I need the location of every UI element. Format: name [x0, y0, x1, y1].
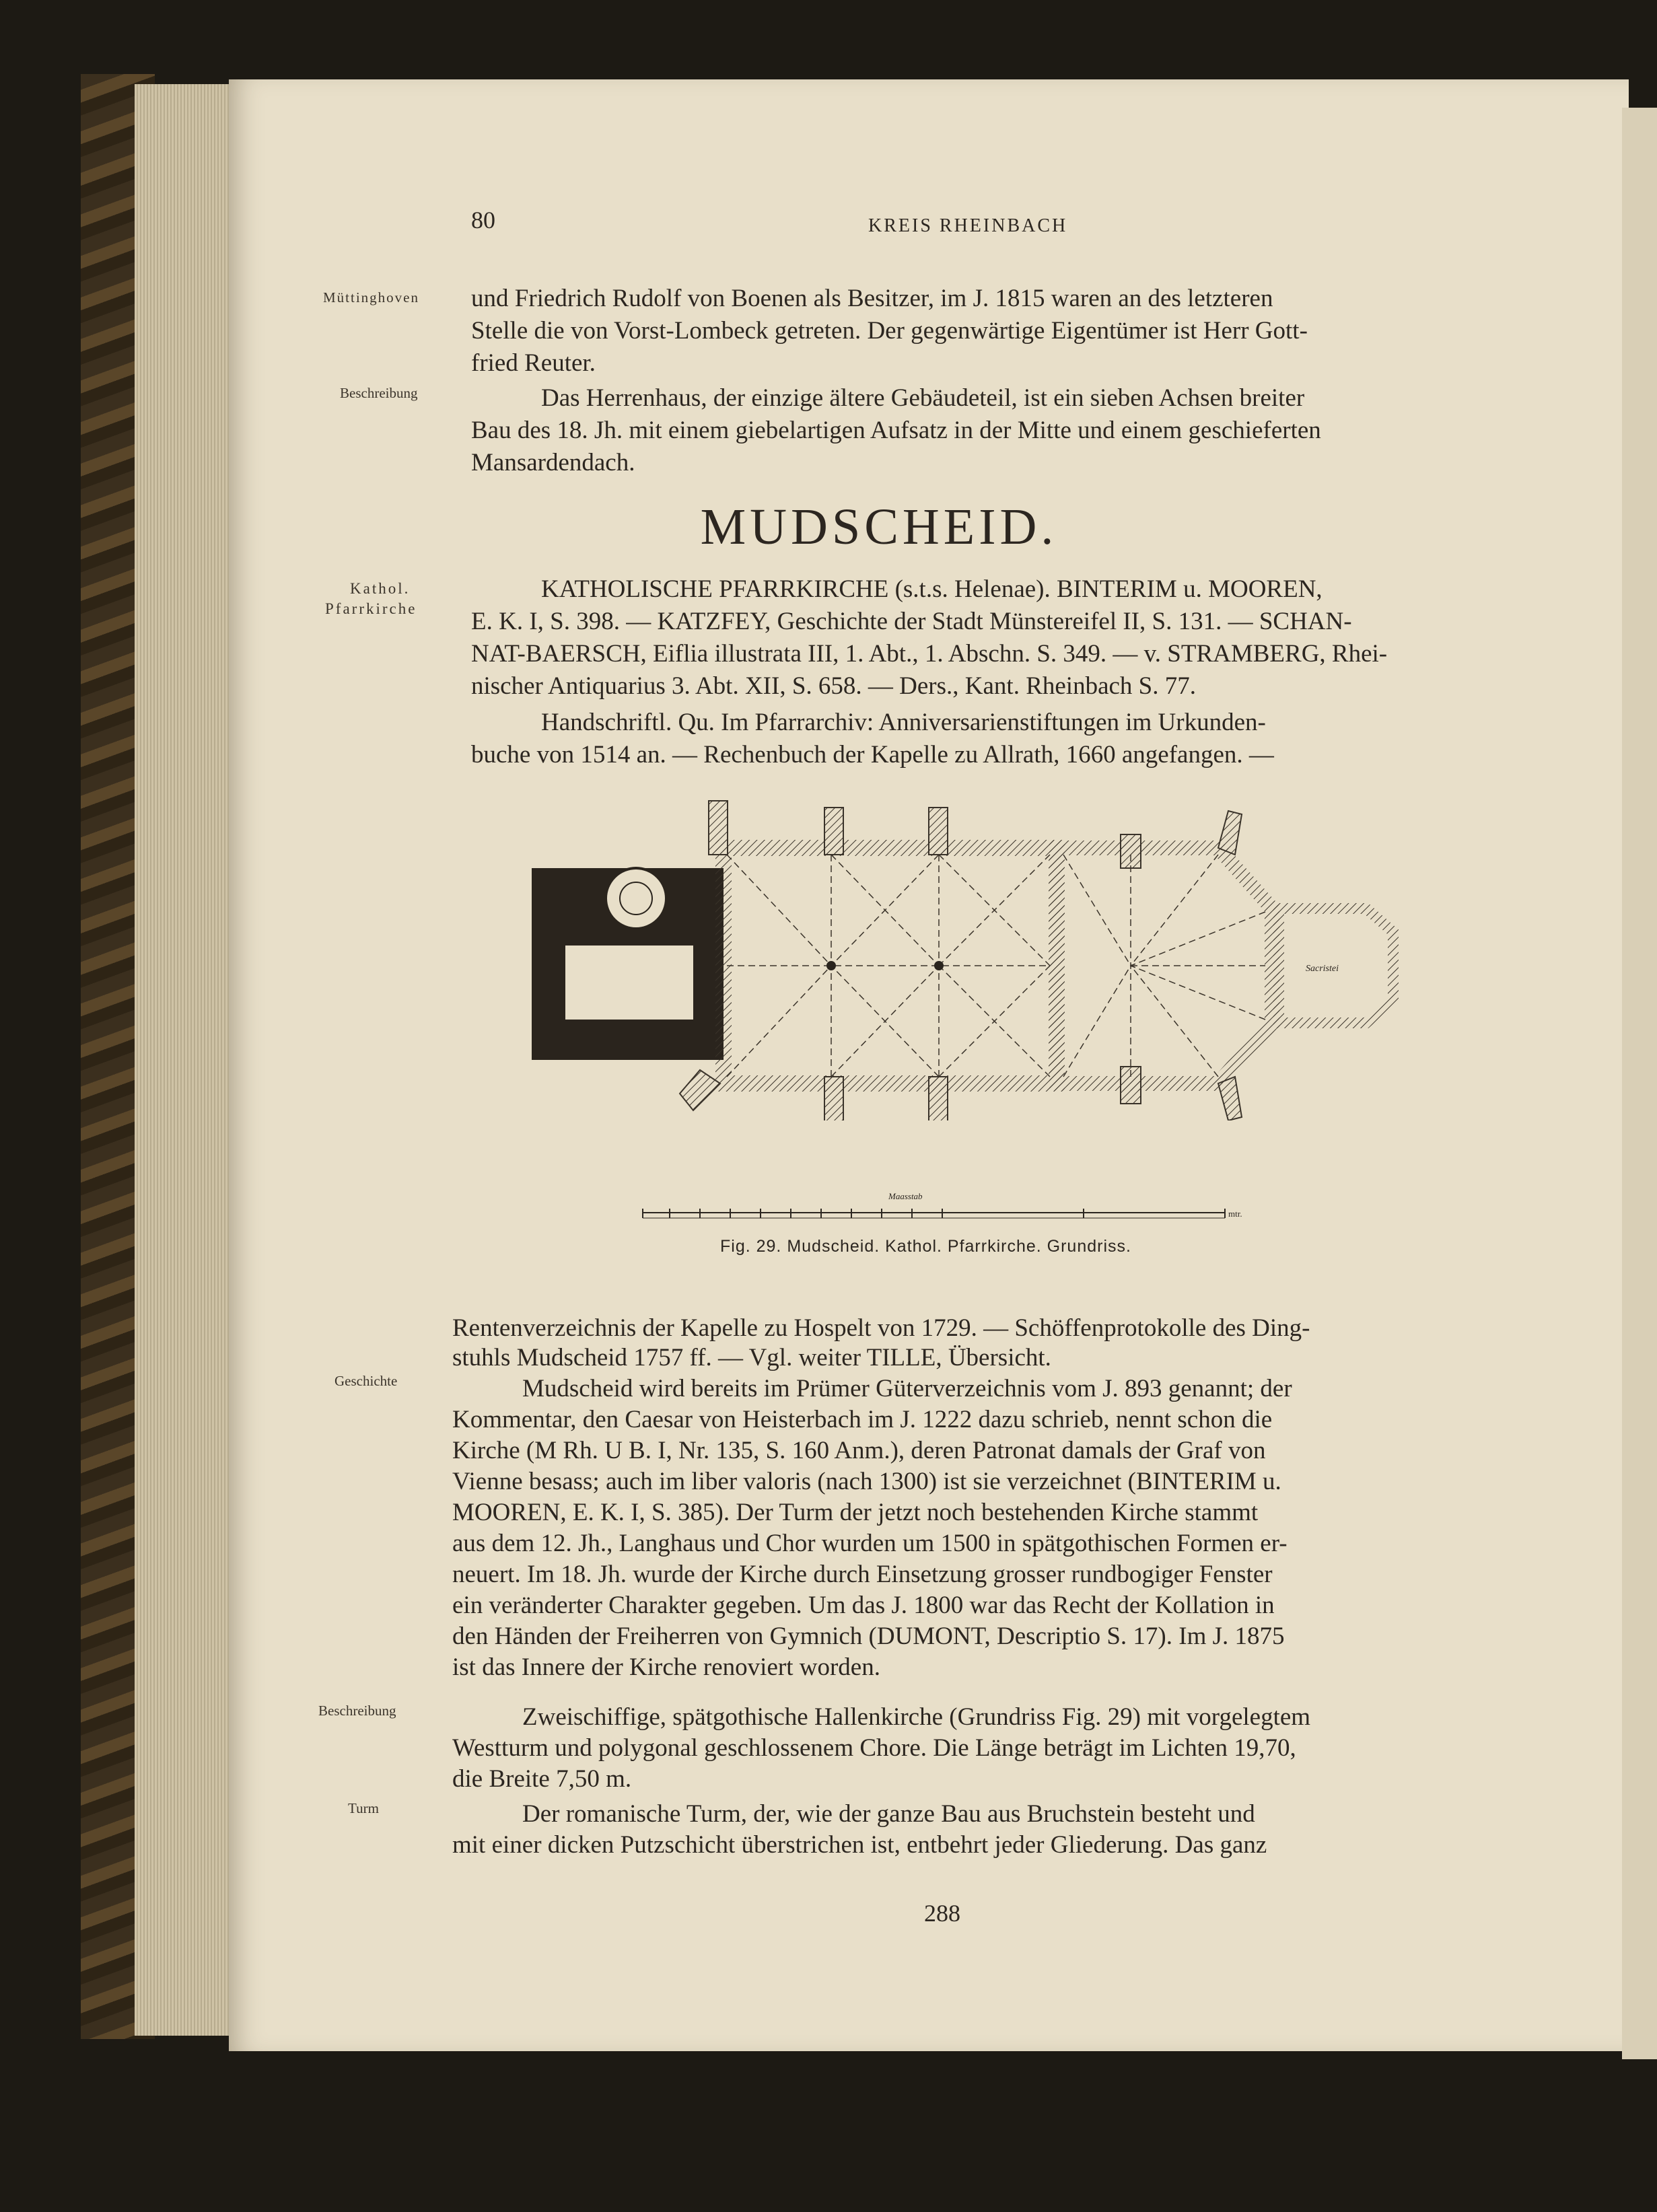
- text-line: Mudscheid wird bereits im Prümer Güterverzeichnis vom J. 893 genannt; der: [522, 1375, 1292, 1402]
- text-line: Handschriftl. Qu. Im Pfarrarchiv: Anniversarienstiftungen im Urkunden-: [541, 709, 1266, 736]
- text-line: nischer Antiquarius 3. Abt. XII, S. 658. — Ders., Kant. Rheinbach S. 77.: [471, 672, 1196, 700]
- margin-note-beschreibung: Beschreibung: [340, 385, 418, 401]
- page-number-bottom: 288: [924, 1900, 960, 1927]
- text-line: NAT-BAERSCH, Eiflia illustrata III, 1. Abt., 1. Abschn. S. 349. — v. STRAMBERG, Rhei-: [471, 640, 1388, 668]
- section-title: MUDSCHEID.: [700, 499, 1058, 555]
- text-line: Kommentar, den Caesar von Heisterbach im J. 1222 dazu schrieb, nennt schon die: [452, 1406, 1273, 1433]
- text-line: und Friedrich Rudolf von Boenen als Besitzer, im J. 1815 waren an des letzteren: [471, 285, 1273, 312]
- text-line: Mansardendach.: [471, 449, 635, 476]
- sacristy-label: Sacristei: [1306, 964, 1339, 974]
- vault-ribs: [727, 855, 1265, 1077]
- text-line: aus dem 12. Jh., Langhaus und Chor wurden um 1500 in spätgothischen Formen er-: [452, 1530, 1288, 1557]
- scale-bar: [639, 1184, 1245, 1232]
- margin-note-turm: Turm: [348, 1800, 379, 1816]
- margin-note-muttinghoven: Müttinghoven: [323, 289, 419, 306]
- page-number-top: 80: [471, 207, 495, 234]
- text-line: Vienne besass; auch im liber valoris (nach 1300) ist sie verzeichnet (BINTERIM u.: [452, 1468, 1281, 1495]
- text-line: die Breite 7,50 m.: [452, 1765, 632, 1793]
- text-line: stuhls Mudscheid 1757 ff. — Vgl. weiter TILLE, Übersicht.: [452, 1344, 1051, 1371]
- margin-note-beschreibung-2: Beschreibung: [318, 1703, 396, 1719]
- text-line: Bau des 18. Jh. mit einem giebelartigen Aufsatz in der Mitte und einem geschieferten: [471, 417, 1321, 444]
- text-line: ist das Innere der Kirche renoviert worden.: [452, 1653, 880, 1681]
- text-line: E. K. I, S. 398. — KATZFEY, Geschichte der Stadt Münstereifel II, S. 131. — SCHAN-: [471, 608, 1352, 635]
- margin-note-pfarrkirche: Pfarrkirche: [325, 600, 417, 617]
- page-edges: [135, 84, 236, 2036]
- text-line: Stelle die von Vorst-Lombeck getreten. Der gegenwärtige Eigentümer ist Herr Gott-: [471, 317, 1308, 345]
- text-line: den Händen der Freiherren von Gymnich (DUMONT, Descriptio S. 17). Im J. 1875: [452, 1622, 1285, 1650]
- text-line: Rentenverzeichnis der Kapelle zu Hospelt von 1729. — Schöffenprotokolle des Ding-: [452, 1314, 1310, 1342]
- pillar: [826, 961, 836, 970]
- margin-note-geschichte: Geschichte: [334, 1373, 398, 1389]
- text-line: buche von 1514 an. — Rechenbuch der Kapelle zu Allrath, 1660 angefangen. —: [471, 741, 1274, 769]
- text-line: Zweischiffige, spätgothische Hallenkirche (Grundriss Fig. 29) mit vorgelegtem: [522, 1703, 1311, 1731]
- floor-plan-figure: [525, 797, 1413, 1120]
- spiral-stair: [606, 868, 666, 929]
- figure-caption: Fig. 29. Mudscheid. Kathol. Pfarrkirche. Grundriss.: [720, 1237, 1131, 1256]
- text-line: Westturm und polygonal geschlossenem Chore. Die Länge beträgt im Lichten 19,70,: [452, 1734, 1296, 1762]
- text-line: Der romanische Turm, der, wie der ganze Bau aus Bruchstein besteht und: [522, 1800, 1255, 1828]
- text-line: mit einer dicken Putzschicht überstrichen ist, entbehrt jeder Gliederung. Das ganz: [452, 1831, 1267, 1859]
- pillar: [934, 961, 944, 970]
- text-line: KATHOLISCHE PFARRKIRCHE (s.t.s. Helenae). BINTERIM u. MOOREN,: [541, 575, 1323, 603]
- text-line: neuert. Im 18. Jh. wurde der Kirche durch Einsetzung grosser rundbogiger Fenster: [452, 1561, 1273, 1588]
- text-line: ein veränderter Charakter gegeben. Um das J. 1800 war das Recht der Kollation in: [452, 1592, 1275, 1619]
- running-head: KREIS RHEINBACH: [868, 215, 1068, 236]
- facing-page-edge: [1622, 108, 1657, 2059]
- text-line: Kirche (M Rh. U B. I, Nr. 135, S. 160 Anm.), deren Patronat damals der Graf von: [452, 1437, 1266, 1464]
- text-line: fried Reuter.: [471, 349, 596, 377]
- text-line: Das Herrenhaus, der einzige ältere Gebäudeteil, ist ein sieben Achsen breiter: [541, 384, 1305, 412]
- scale-unit: mtr.: [1228, 1209, 1242, 1219]
- margin-note-kathol: Kathol.: [350, 580, 411, 597]
- scale-label: Maasstab: [888, 1191, 923, 1201]
- text-line: MOOREN, E. K. I, S. 385). Der Turm der jetzt noch bestehenden Kirche stammt: [452, 1499, 1259, 1526]
